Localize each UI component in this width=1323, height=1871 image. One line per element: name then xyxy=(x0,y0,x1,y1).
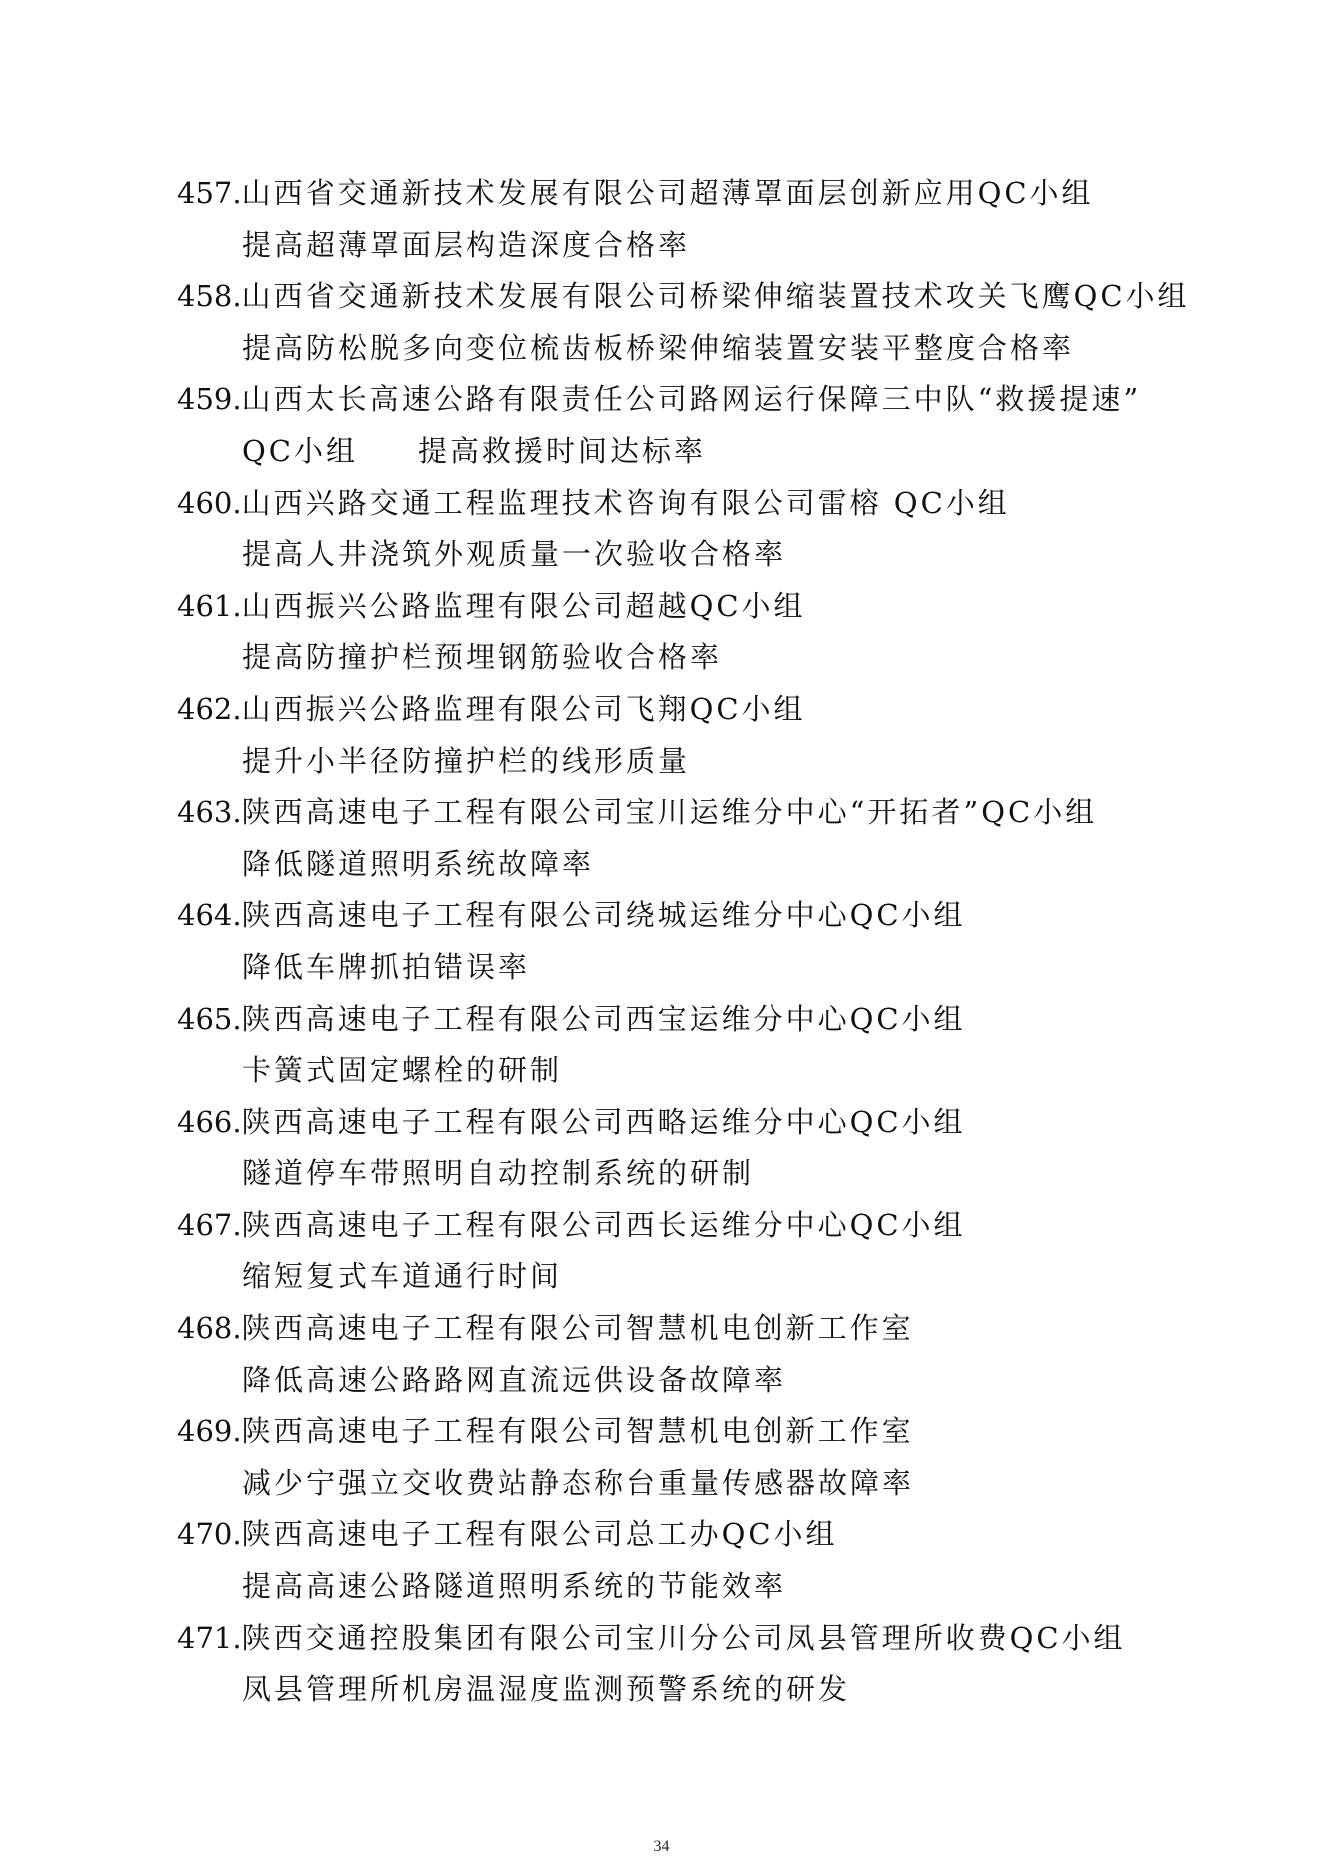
list-item-470 xyxy=(177,1509,1177,1612)
list-item-462 xyxy=(177,684,1177,787)
entry-organization: 陕西高速电子工程有限公司西宝运维分中心QC小组 xyxy=(241,1001,966,1036)
list-item-471 xyxy=(177,1613,1177,1716)
entry-number: 469. xyxy=(177,1414,242,1449)
entry-org-line xyxy=(177,581,1177,633)
list-item-461 xyxy=(177,581,1177,684)
entry-number: 460. xyxy=(177,485,242,520)
list-item-463 xyxy=(177,787,1177,890)
entry-number: 458. xyxy=(177,279,242,314)
entry-organization: 山西振兴公路监理有限公司飞翔QC小组 xyxy=(241,691,806,726)
list-item-460 xyxy=(177,478,1177,581)
entry-project: 提升小半径防撞护栏的线形质量 xyxy=(242,743,691,778)
entry-org-line xyxy=(177,1613,1177,1665)
entry-project: 缩短复式车道通行时间 xyxy=(242,1259,563,1294)
list-item-466 xyxy=(177,1097,1177,1200)
award-list xyxy=(177,168,1190,1716)
list-item-457 xyxy=(177,168,1177,271)
list-item-464 xyxy=(177,890,1177,993)
entry-organization: 山西省交通新技术发展有限公司桥梁伸缩装置技术攻关飞鹰QC小组 xyxy=(241,279,1190,314)
entry-organization: 山西振兴公路监理有限公司超越QC小组 xyxy=(241,588,806,623)
entry-org-line xyxy=(177,994,1177,1046)
entry-project: 隧道停车带照明自动控制系统的研制 xyxy=(242,1156,755,1191)
entry-number: 457. xyxy=(177,176,242,210)
entry-project: 卡簧式固定螺栓的研制 xyxy=(242,1053,563,1088)
entry-organization: 陕西高速电子工程有限公司智慧机电创新工作室 xyxy=(241,1414,914,1449)
entry-org-line xyxy=(177,1200,1177,1252)
entry-number: 463. xyxy=(177,795,242,830)
entry-organization: 陕西高速电子工程有限公司智慧机电创新工作室 xyxy=(241,1311,914,1346)
entry-org-line xyxy=(177,684,1177,736)
entry-project: 降低高速公路路网直流远供设备故障率 xyxy=(242,1362,787,1397)
entry-org-line xyxy=(177,1097,1177,1149)
entry-organization: 陕西高速电子工程有限公司绕城运维分中心QC小组 xyxy=(241,898,966,933)
entry-organization: 陕西高速电子工程有限公司总工办QC小组 xyxy=(241,1517,838,1552)
entry-org-line xyxy=(177,890,1177,942)
entry-number: 471. xyxy=(177,1620,242,1655)
entry-org-line xyxy=(177,1303,1177,1355)
entry-number: 465. xyxy=(177,1001,242,1036)
entry-organization: 陕西交通控股集团有限公司宝川分公司凤县管理所收费QC小组 xyxy=(241,1620,1126,1655)
entry-number: 462. xyxy=(177,691,242,726)
entry-organization: 山西省交通新技术发展有限公司超薄罩面层创新应用QC小组 xyxy=(241,176,1094,210)
entry-project: 提高高速公路隧道照明系统的节能效率 xyxy=(242,1569,787,1604)
entry-org-line xyxy=(177,374,1177,426)
entry-organization: 山西兴路交通工程监理技术咨询有限公司雷榕 QC小组 xyxy=(241,485,1010,520)
entry-project: 提高超薄罩面层构造深度合格率 xyxy=(242,227,691,262)
entry-number: 466. xyxy=(177,1104,242,1139)
entry-project: 提高人井浇筑外观质量一次验收合格率 xyxy=(242,537,787,572)
entry-org-line xyxy=(177,478,1177,530)
entry-project: 减少宁强立交收费站静态称台重量传感器故障率 xyxy=(242,1465,915,1500)
entry-project: 提高防撞护栏预埋钢筋验收合格率 xyxy=(242,640,723,675)
entry-organization: 陕西高速电子工程有限公司西略运维分中心QC小组 xyxy=(241,1104,966,1139)
entry-org-line xyxy=(177,271,1190,323)
entry-number: 470. xyxy=(177,1517,242,1552)
entry-org-line xyxy=(177,787,1177,839)
entry-organization: 陕西高速电子工程有限公司宝川运维分中心“开拓者”QC小组 xyxy=(241,795,1098,830)
list-item-465 xyxy=(177,994,1177,1097)
list-item-468 xyxy=(177,1303,1177,1406)
entry-project: 降低隧道照明系统故障率 xyxy=(242,846,595,881)
entry-org-line xyxy=(177,1406,1177,1458)
list-item-469 xyxy=(177,1406,1177,1509)
entry-project: 凤县管理所机房温湿度监测预警系统的研发 xyxy=(242,1672,851,1707)
entry-organization-continued: QC小组 xyxy=(242,433,358,468)
entry-organization: 山西太长高速公路有限责任公司路网运行保障三中队“救援提速” xyxy=(241,382,1142,417)
entry-project: 提高防松脱多向变位梳齿板桥梁伸缩装置安装平整度合格率 xyxy=(242,330,1075,365)
entry-org-line xyxy=(177,1509,1177,1561)
list-item-458 xyxy=(177,271,1190,374)
entry-number: 459. xyxy=(177,382,242,417)
entry-project: 降低车牌抓拍错误率 xyxy=(242,949,531,984)
entry-org-line xyxy=(177,168,1177,220)
entry-organization: 陕西高速电子工程有限公司西长运维分中心QC小组 xyxy=(241,1207,966,1242)
entry-number: 468. xyxy=(177,1311,242,1346)
entry-number: 461. xyxy=(177,588,242,623)
entry-number: 467. xyxy=(177,1207,242,1242)
entry-project: 提高救援时间达标率 xyxy=(417,433,706,468)
list-item-467 xyxy=(177,1200,1177,1303)
entry-org-continuation-line xyxy=(177,426,1177,478)
page-number: 34 xyxy=(653,1838,670,1855)
list-item-459 xyxy=(177,374,1177,477)
entry-number: 464. xyxy=(177,898,242,933)
